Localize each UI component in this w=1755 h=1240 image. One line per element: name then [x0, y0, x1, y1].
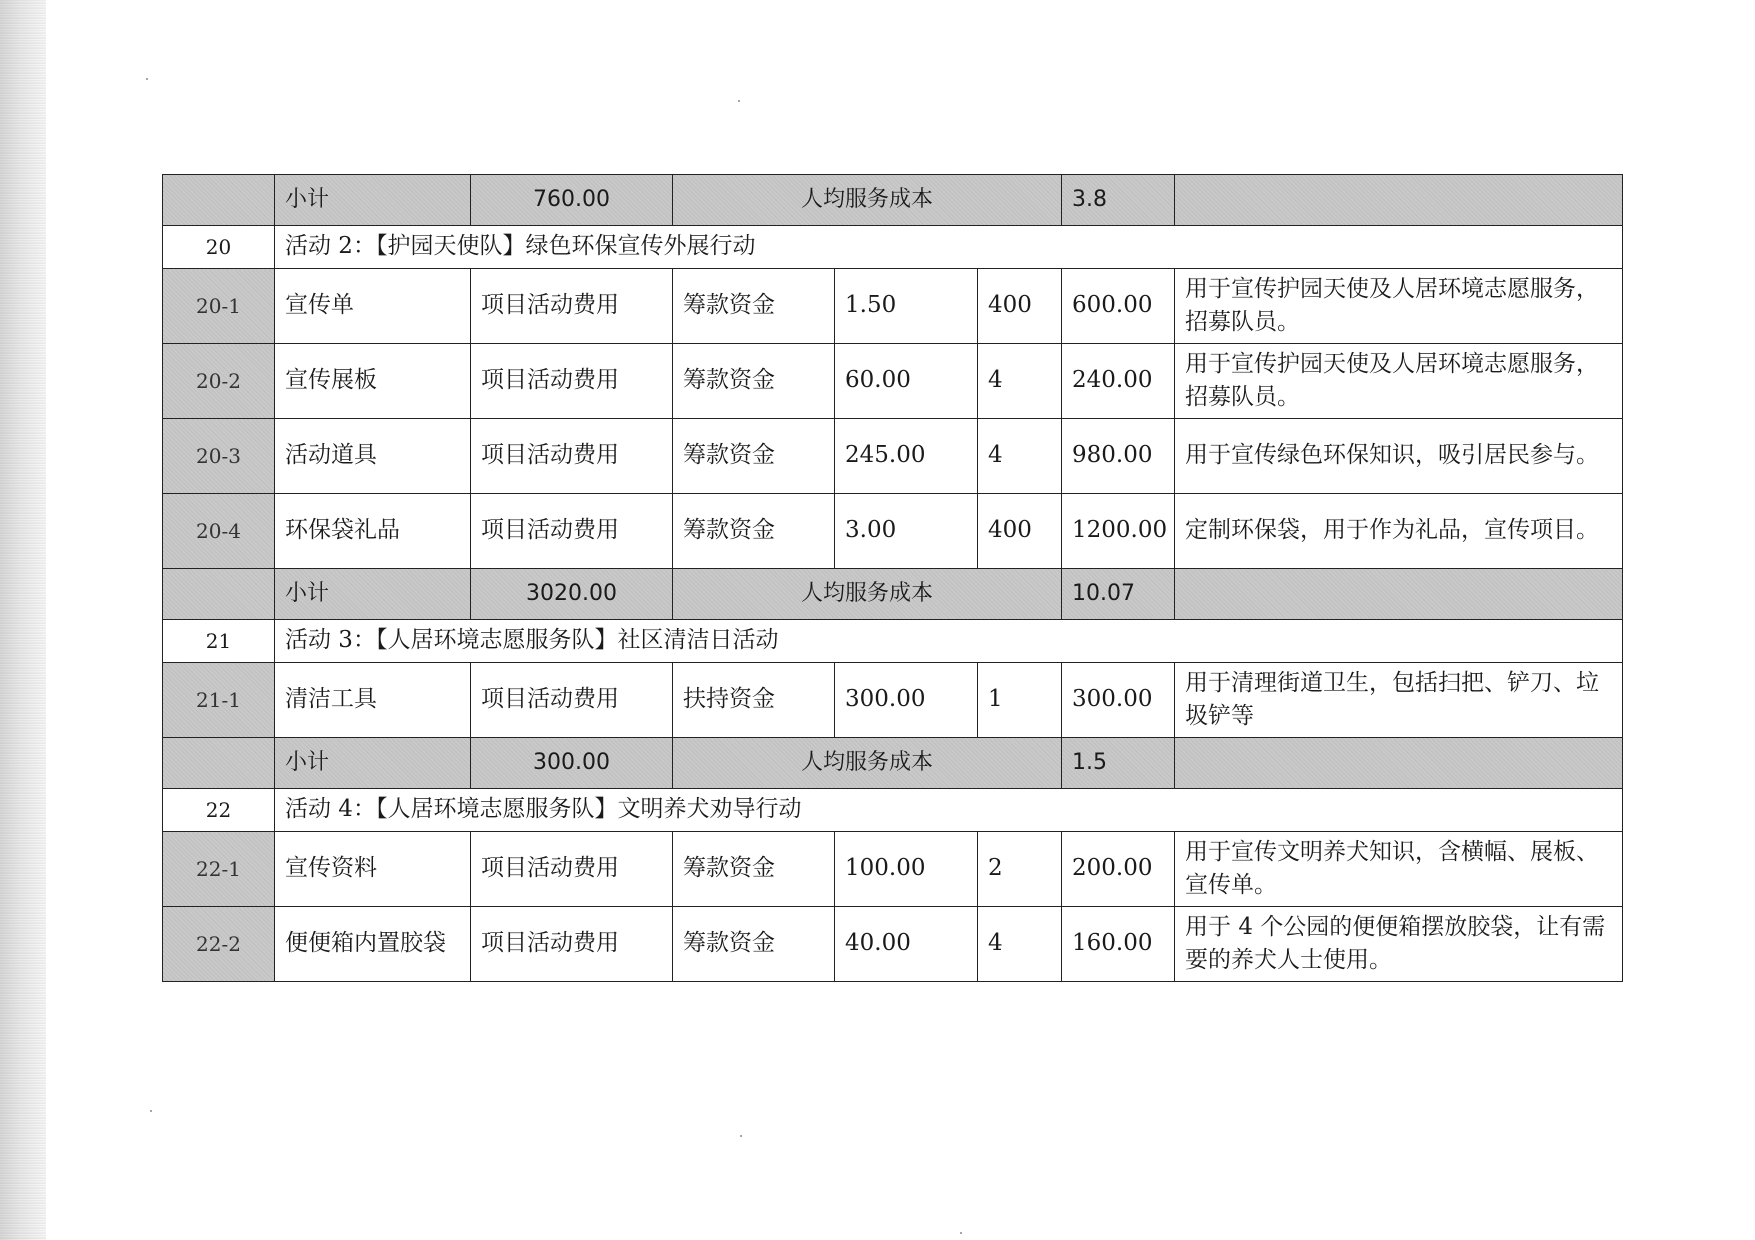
per-capita-label: 人均服务成本 [673, 175, 1062, 226]
item-total: 300.00 [1062, 663, 1175, 738]
scan-speck [740, 1135, 742, 1137]
item-number: 22-1 [163, 832, 275, 907]
item-note: 用于清理街道卫生，包括扫把、铲刀、垃圾铲等 [1175, 663, 1623, 738]
item-note: 用于宣传护园天使及人居环境志愿服务，招募队员。 [1175, 269, 1623, 344]
subtotal-blank-cell [163, 175, 275, 226]
item-total: 200.00 [1062, 832, 1175, 907]
item-quantity: 400 [978, 269, 1062, 344]
subtotal-amount: 300.00 [471, 738, 673, 789]
subtotal-label: 小计 [275, 569, 471, 620]
item-category: 项目活动费用 [471, 832, 673, 907]
item-note: 用于 4 个公园的便便箱摆放胶袋，让有需要的养犬人士使用。 [1175, 907, 1623, 982]
activity-title: 活动 3：【人居环境志愿服务队】社区清洁日活动 [275, 620, 1623, 663]
item-name: 清洁工具 [275, 663, 471, 738]
item-number: 22-2 [163, 907, 275, 982]
scan-edge-artifact [0, 0, 46, 1240]
scan-speck [150, 1110, 152, 1112]
item-total: 980.00 [1062, 419, 1175, 494]
activity-number: 21 [163, 620, 275, 663]
item-total: 1200.00 [1062, 494, 1175, 569]
item-unit-price: 100.00 [835, 832, 978, 907]
per-capita-label: 人均服务成本 [673, 569, 1062, 620]
activity-header-row [163, 226, 1623, 269]
subtotal-amount: 760.00 [471, 175, 673, 226]
item-quantity: 4 [978, 907, 1062, 982]
item-quantity: 400 [978, 494, 1062, 569]
item-category: 项目活动费用 [471, 494, 673, 569]
item-funding-source: 筹款资金 [673, 832, 835, 907]
subtotal-label: 小计 [275, 738, 471, 789]
item-number: 20-4 [163, 494, 275, 569]
item-total: 240.00 [1062, 344, 1175, 419]
activity-number: 22 [163, 789, 275, 832]
item-unit-price: 300.00 [835, 663, 978, 738]
item-funding-source: 扶持资金 [673, 663, 835, 738]
item-number: 20-1 [163, 269, 275, 344]
item-name: 便便箱内置胶袋 [275, 907, 471, 982]
scan-speck [146, 78, 148, 80]
item-quantity: 4 [978, 419, 1062, 494]
item-unit-price: 245.00 [835, 419, 978, 494]
activity-title: 活动 4：【人居环境志愿服务队】文明养犬劝导行动 [275, 789, 1623, 832]
activity-title: 活动 2：【护园天使队】绿色环保宣传外展行动 [275, 226, 1623, 269]
item-number: 21-1 [163, 663, 275, 738]
subtotal-amount: 3020.00 [471, 569, 673, 620]
activity-number: 20 [163, 226, 275, 269]
item-name: 宣传展板 [275, 344, 471, 419]
item-unit-price: 1.50 [835, 269, 978, 344]
item-number: 20-2 [163, 344, 275, 419]
table-row [163, 663, 1623, 738]
item-funding-source: 筹款资金 [673, 494, 835, 569]
item-funding-source: 筹款资金 [673, 269, 835, 344]
item-quantity: 4 [978, 344, 1062, 419]
item-unit-price: 40.00 [835, 907, 978, 982]
item-funding-source: 筹款资金 [673, 419, 835, 494]
scan-speck [738, 100, 740, 102]
item-name: 活动道具 [275, 419, 471, 494]
item-category: 项目活动费用 [471, 663, 673, 738]
item-name: 环保袋礼品 [275, 494, 471, 569]
item-name: 宣传资料 [275, 832, 471, 907]
item-funding-source: 筹款资金 [673, 344, 835, 419]
scan-speck [960, 1232, 962, 1234]
activity-header-row [163, 620, 1623, 663]
table-row [163, 419, 1623, 494]
table-row [163, 344, 1623, 419]
item-note: 用于宣传文明养犬知识，含横幅、展板、宣传单。 [1175, 832, 1623, 907]
per-capita-value: 10.07 [1062, 569, 1175, 620]
budget-table-container [162, 174, 1623, 982]
budget-table [162, 174, 1623, 982]
item-unit-price: 3.00 [835, 494, 978, 569]
table-row [163, 907, 1623, 982]
item-category: 项目活动费用 [471, 269, 673, 344]
subtotal-trailing-cell [1175, 569, 1623, 620]
item-note: 定制环保袋，用于作为礼品，宣传项目。 [1175, 494, 1623, 569]
per-capita-value: 3.8 [1062, 175, 1175, 226]
table-row [163, 494, 1623, 569]
item-unit-price: 60.00 [835, 344, 978, 419]
activity-header-row [163, 789, 1623, 832]
item-funding-source: 筹款资金 [673, 907, 835, 982]
item-number: 20-3 [163, 419, 275, 494]
item-note: 用于宣传绿色环保知识，吸引居民参与。 [1175, 419, 1623, 494]
table-row [163, 269, 1623, 344]
per-capita-value: 1.5 [1062, 738, 1175, 789]
item-quantity: 2 [978, 832, 1062, 907]
budget-table-body [163, 175, 1623, 982]
item-category: 项目活动费用 [471, 907, 673, 982]
item-note: 用于宣传护园天使及人居环境志愿服务，招募队员。 [1175, 344, 1623, 419]
subtotal-label: 小计 [275, 175, 471, 226]
table-row [163, 832, 1623, 907]
item-category: 项目活动费用 [471, 344, 673, 419]
item-total: 600.00 [1062, 269, 1175, 344]
subtotal-row [163, 569, 1623, 620]
subtotal-row [163, 738, 1623, 789]
subtotal-trailing-cell [1175, 175, 1623, 226]
subtotal-trailing-cell [1175, 738, 1623, 789]
subtotal-row [163, 175, 1623, 226]
item-quantity: 1 [978, 663, 1062, 738]
subtotal-blank-cell [163, 569, 275, 620]
item-category: 项目活动费用 [471, 419, 673, 494]
per-capita-label: 人均服务成本 [673, 738, 1062, 789]
subtotal-blank-cell [163, 738, 275, 789]
item-total: 160.00 [1062, 907, 1175, 982]
item-name: 宣传单 [275, 269, 471, 344]
